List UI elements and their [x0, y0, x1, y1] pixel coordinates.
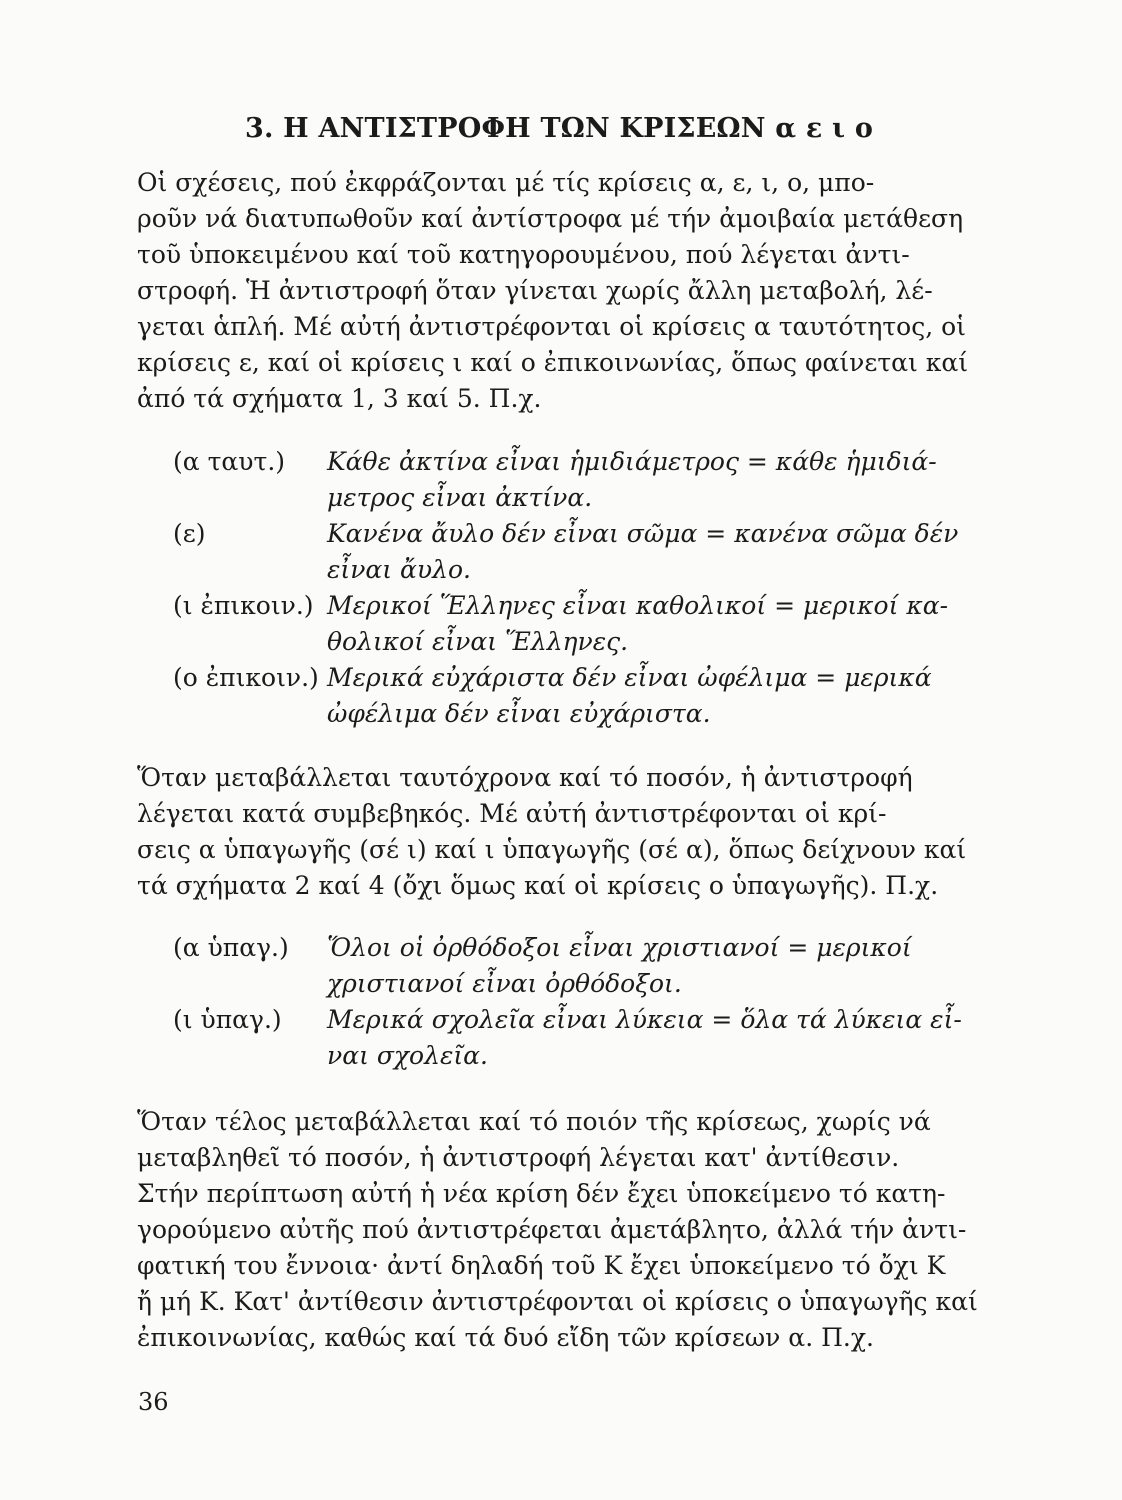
text-line: κρίσεις ε, καί οἱ κρίσεις ι καί ο ἐπικοινωνίας, ὅπως φαίνεται καί: [137, 348, 969, 377]
example-line: ναι σχολεῖα.: [327, 1041, 488, 1070]
text-line: Ὅταν μεταβάλλεται ταυτόχρονα καί τό ποσόν, ἡ ἀντιστροφή: [137, 763, 913, 792]
example-label: (ε): [173, 519, 206, 548]
text-line: μεταβληθεῖ τό ποσόν, ἡ ἀντιστροφή λέγεται κατ' ἀντίθεσιν.: [137, 1143, 900, 1172]
text-line: γεται ἁπλή. Μέ αὐτή ἀντιστρέφονται οἱ κρίσεις α ταυτότητος, οἱ: [137, 312, 966, 341]
text-line: Στήν περίπτωση αὐτή ἡ νέα κρίση δέν ἔχει ὑποκείμενο τό κατη-: [137, 1179, 946, 1208]
example-label: (ο ἐπικοιν.): [173, 663, 319, 692]
example-line: εἶναι ἄυλο.: [327, 555, 471, 584]
text-line: ἀπό τά σχήματα 1, 3 καί 5. Π.χ.: [137, 384, 542, 413]
text-line: τά σχήματα 2 καί 4 (ὄχι ὅμως καί οἱ κρίσεις ο ὑπαγωγῆς). Π.χ.: [137, 871, 939, 900]
text-line: φατική του ἔννοια· ἀντί δηλαδή τοῦ Κ ἔχει ὑποκείμενο τό ὄχι Κ: [137, 1251, 946, 1280]
example-line: Μερικά σχολεῖα εἶναι λύκεια = ὅλα τά λύκεια εἶ-: [327, 1005, 962, 1034]
example-line: θολικοί εἶναι Ἕλληνες.: [327, 627, 629, 656]
text-line: Οἱ σχέσεις, πού ἐκφράζονται μέ τίς κρίσεις α, ε, ι, ο, μπο-: [137, 168, 875, 197]
example-line: Κάθε ἀκτίνα εἶναι ἡμιδιάμετρος = κάθε ἡμιδιά-: [327, 447, 937, 476]
text-line: λέγεται κατά συμβεβηκός. Μέ αὐτή ἀντιστρέφονται οἱ κρί-: [137, 799, 887, 828]
text-line: Ὅταν τέλος μεταβάλλεται καί τό ποιόν τῆς κρίσεως, χωρίς νά: [137, 1107, 931, 1136]
example-label: (α ὑπαγ.): [173, 933, 289, 962]
text-line: ροῦν νά διατυπωθοῦν καί ἀντίστροφα μέ τήν ἀμοιβαία μετάθεση: [137, 204, 964, 233]
example-line: χριστιανοί εἶναι ὀρθόδοξοι.: [327, 969, 682, 998]
example-label: (ι ὑπαγ.): [173, 1005, 282, 1034]
text-line: γορούμενο αὐτῆς πού ἀντιστρέφεται ἀμετάβλητο, ἀλλά τήν ἀντι-: [137, 1215, 967, 1244]
text-line: τοῦ ὑποκειμένου καί τοῦ κατηγορουμένου, πού λέγεται ἀντι-: [137, 240, 910, 269]
example-label: (ι ἐπικοιν.): [173, 591, 314, 620]
text-line: στροφή. Ἡ ἀντιστροφή ὅταν γίνεται χωρίς ἄλλη μεταβολή, λέ-: [137, 276, 933, 305]
text-line: σεις α ὑπαγωγῆς (σέ ι) καί ι ὑπαγωγῆς (σέ α), ὅπως δείχνουν καί: [137, 835, 967, 864]
example-line: Ὅλοι οἱ ὀρθόδοξοι εἶναι χριστιανοί = μερικοί: [327, 933, 912, 962]
page-number: 36: [138, 1388, 169, 1416]
example-line: Μερικοί Ἕλληνες εἶναι καθολικοί = μερικοί κα-: [327, 591, 949, 620]
example-line: Κανένα ἄυλο δέν εἶναι σῶμα = κανένα σῶμα δέν: [327, 519, 959, 548]
section-heading: 3. Η ΑΝΤΙΣΤΡΟΦΗ ΤΩΝ ΚΡΙΣΕΩΝ α ε ι ο: [245, 113, 874, 144]
example-line: μετρος εἶναι ἀκτίνα.: [327, 483, 593, 512]
text-line: ἤ μή Κ. Κατ' ἀντίθεσιν ἀντιστρέφονται οἱ κρίσεις ο ὑπαγωγῆς καί: [137, 1287, 978, 1316]
text-line: ἐπικοινωνίας, καθώς καί τά δυό εἴδη τῶν κρίσεων α. Π.χ.: [137, 1323, 874, 1352]
example-line: ὠφέλιμα δέν εἶναι εὐχάριστα.: [327, 699, 711, 728]
example-line: Μερικά εὐχάριστα δέν εἶναι ὠφέλιμα = μερικά: [327, 663, 932, 692]
example-label: (α ταυτ.): [173, 447, 286, 476]
